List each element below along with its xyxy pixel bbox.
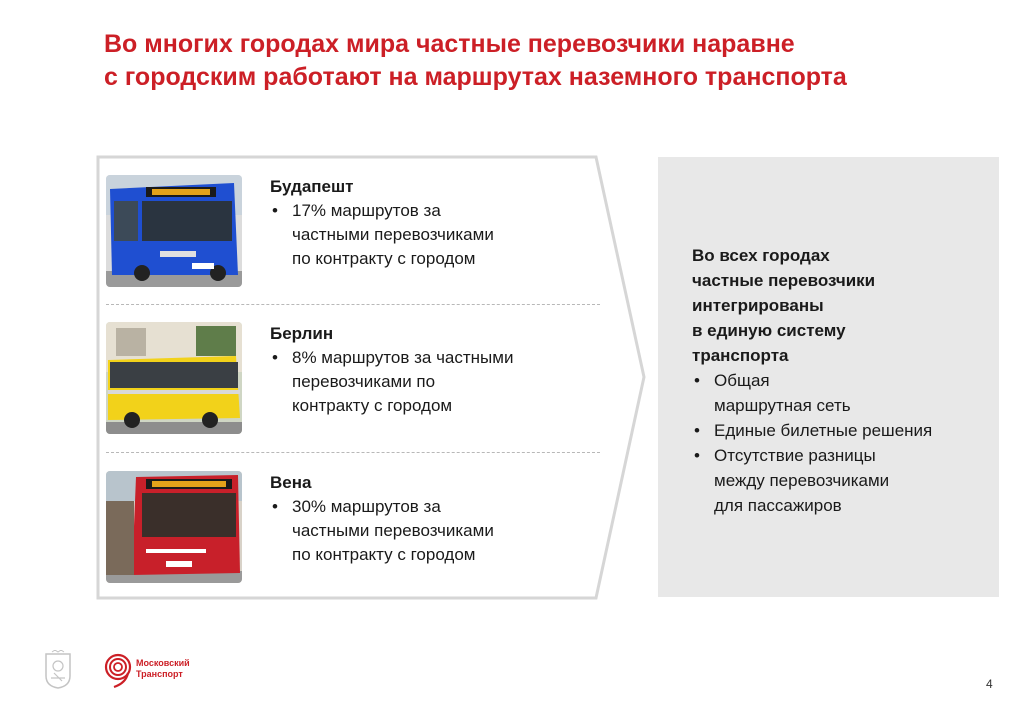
transport-logo-icon — [104, 653, 134, 689]
berlin-bus-photo — [106, 322, 242, 434]
logo-line: Московский — [136, 658, 190, 668]
bullet-line: по контракту с городом — [292, 249, 476, 268]
bullet-line: перевозчиками по — [292, 372, 436, 391]
summary-bullet — [692, 368, 992, 418]
bullet-line: частными перевозчиками — [292, 225, 494, 244]
bullet-line: контракту с городом — [292, 396, 453, 415]
bullet-line: для пассажиров — [714, 496, 842, 515]
bullet-line: • Общая — [714, 371, 770, 390]
city-vienna — [96, 471, 616, 611]
moscow-emblem-icon — [44, 650, 72, 690]
budapest-bus-photo — [106, 175, 242, 287]
bullet-line: • 8% маршрутов за частными — [292, 348, 514, 367]
city-examples-panel — [96, 155, 656, 600]
bullet-line: между перевозчиками — [714, 471, 890, 490]
vienna-text — [270, 471, 600, 567]
slide-title-line-1: Во многих городах мира частные перевозчики наравне — [104, 30, 795, 58]
bullet-line: • 17% маршрутов за — [292, 201, 441, 220]
summary-heading — [692, 243, 982, 368]
budapest-text — [270, 175, 600, 271]
city-budapest — [96, 175, 616, 315]
berlin-text — [270, 322, 600, 418]
logo-line: Транспорт — [136, 669, 183, 679]
heading-line: Во всех городах — [692, 246, 830, 265]
summary-bullets — [692, 368, 992, 518]
page-number: 4 — [986, 677, 993, 691]
city-name: Берлин — [270, 324, 334, 343]
heading-line: интегрированы — [692, 296, 824, 315]
bullet-line: • Единые билетные решения — [714, 421, 933, 440]
city-bullet — [270, 346, 600, 418]
summary-bullet — [692, 443, 992, 518]
heading-line: в единую систему — [692, 321, 846, 340]
bullet-line: по контракту с городом — [292, 545, 476, 564]
bus-icon — [106, 322, 242, 434]
bullet-line: • 30% маршрутов за — [292, 497, 441, 516]
heading-line: частные перевозчики — [692, 271, 876, 290]
bullet-line: маршрутная сеть — [714, 396, 851, 415]
city-name: Будапешт — [270, 177, 354, 196]
bullet-line: • Отсутствие разницы — [714, 446, 876, 465]
vienna-bus-photo — [106, 471, 242, 583]
divider — [106, 304, 600, 305]
city-bullet — [270, 199, 600, 271]
logo-text — [136, 658, 190, 680]
city-name: Вена — [270, 473, 312, 492]
bus-icon — [106, 175, 242, 287]
moscow-transport-logo — [104, 653, 274, 689]
summary-panel — [658, 157, 999, 597]
slide-title-line-2: с городским работают на маршрутах наземного транспорта — [104, 63, 847, 91]
city-berlin — [96, 322, 616, 462]
divider — [106, 452, 600, 453]
slide-title — [104, 28, 984, 94]
bullet-line: частными перевозчиками — [292, 521, 494, 540]
city-bullet — [270, 495, 600, 567]
bus-icon — [106, 471, 242, 583]
heading-line: транспорта — [692, 346, 789, 365]
summary-bullet — [692, 418, 992, 443]
